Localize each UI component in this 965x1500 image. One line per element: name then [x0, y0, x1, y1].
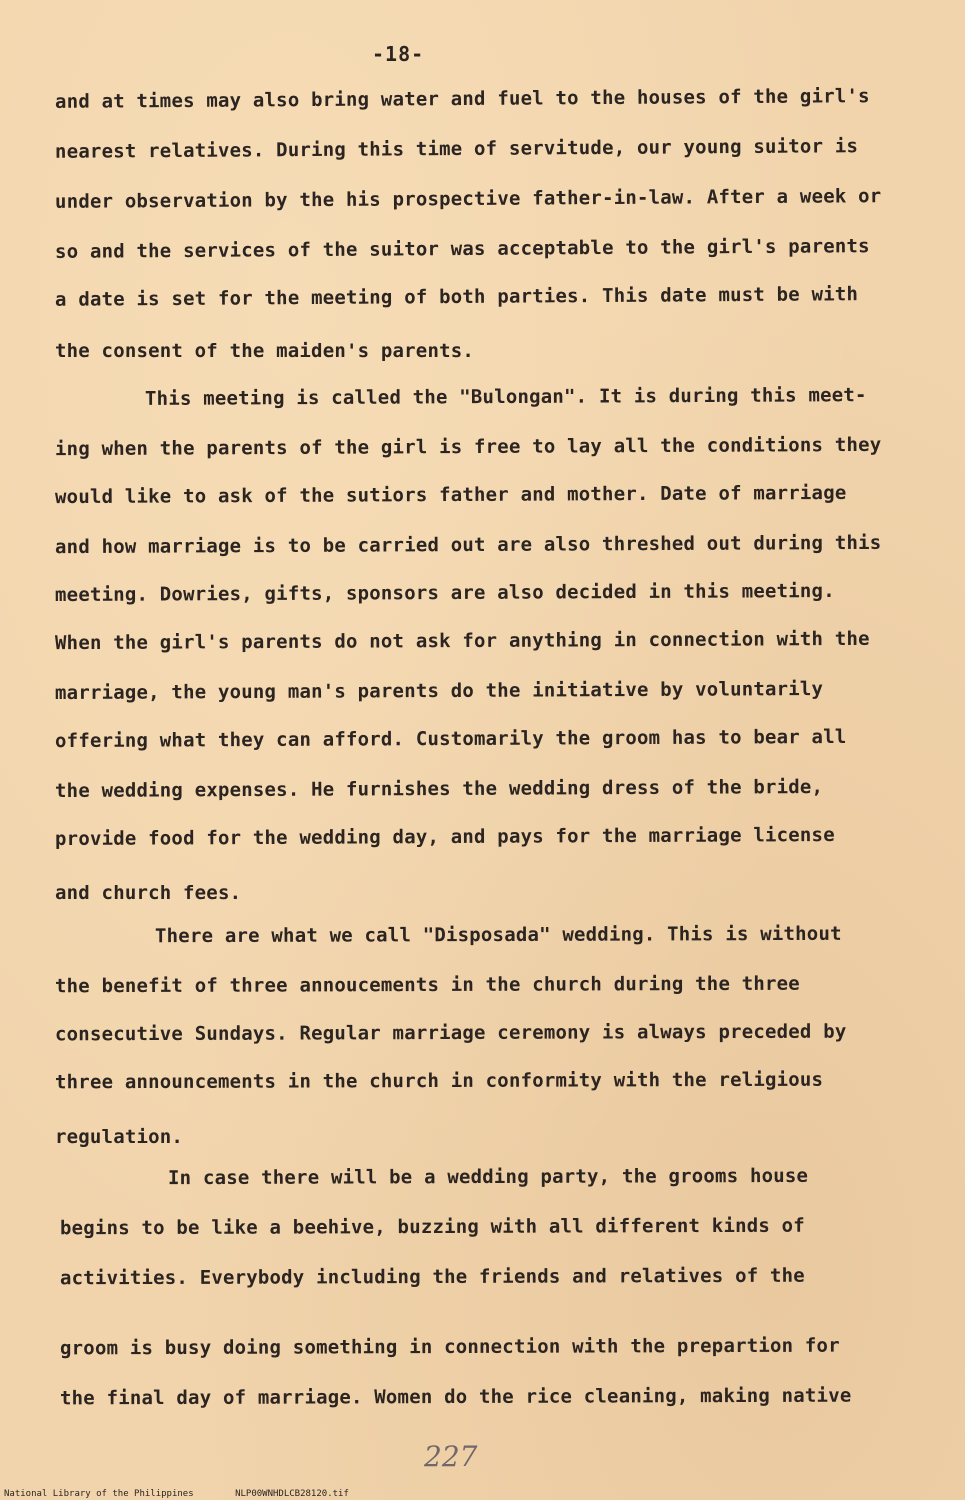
- text-line: the final day of marriage. Women do the rice cleaning, making native: [59, 1384, 852, 1410]
- text-line: offering what they can afford. Customarily the groom has to bear all: [54, 725, 847, 753]
- text-line: activities. Everybody including the friends and relatives of the: [59, 1264, 805, 1290]
- text-line: groom is busy doing something in connection with the prepartion for: [59, 1334, 840, 1360]
- text-line: would like to ask of the sutiors father and mother. Date of marriage: [54, 481, 847, 509]
- text-line: begins to be like a beehive, buzzing with all different kinds of: [59, 1214, 805, 1240]
- text-line: a date is set for the meeting of both parties. This date must be with: [54, 283, 859, 311]
- text-line: nearest relatives. During this time of servitude, our young suitor is: [54, 135, 859, 163]
- page-number: -18-: [372, 42, 425, 66]
- text-line: and at times may also bring water and fuel to the houses of the girl's: [54, 85, 870, 113]
- text-line: There are what we call "Disposada" wedding. This is without: [154, 922, 842, 948]
- file-name: NLP00WNHDLCB28120.tif: [235, 1489, 349, 1499]
- text-line: and how marriage is to be carried out are also threshed out during this: [54, 531, 882, 559]
- text-line: three announcements in the church in conformity with the religious: [54, 1068, 824, 1094]
- text-line: In case there will be a wedding party, the grooms house: [167, 1164, 809, 1190]
- text-line: consecutive Sundays. Regular marriage ceremony is always preceded by: [54, 1020, 847, 1046]
- text-line: ing when the parents of the girl is free to lay all the conditions they: [54, 433, 882, 461]
- text-line: and church fees.: [55, 882, 242, 904]
- text-line: so and the services of the suitor was acceptable to the girl's parents: [54, 235, 870, 263]
- text-line: This meeting is called the "Bulongan". It is during this meet-: [144, 384, 867, 410]
- library-name: National Library of the Philippines: [4, 1489, 194, 1499]
- text-line: the benefit of three annoucements in the church during the three: [54, 972, 800, 998]
- handwritten-page-number: 227: [424, 1440, 478, 1473]
- text-line: regulation.: [55, 1126, 184, 1148]
- text-line: under observation by the his prospective father-in-law. After a week or: [54, 185, 882, 213]
- text-line: When the girl's parents do not ask for anything in connection with the: [54, 627, 870, 655]
- text-line: meeting. Dowries, gifts, sponsors are also decided in this meeting.: [54, 579, 835, 607]
- scan-footer: [4, 1489, 349, 1499]
- text-line: marriage, the young man's parents do the initiative by voluntarily: [54, 677, 824, 705]
- text-line: provide food for the wedding day, and pays for the marriage license: [54, 823, 835, 851]
- text-line: the wedding expenses. He furnishes the wedding dress of the bride,: [54, 775, 824, 803]
- text-line: the consent of the maiden's parents.: [55, 340, 475, 362]
